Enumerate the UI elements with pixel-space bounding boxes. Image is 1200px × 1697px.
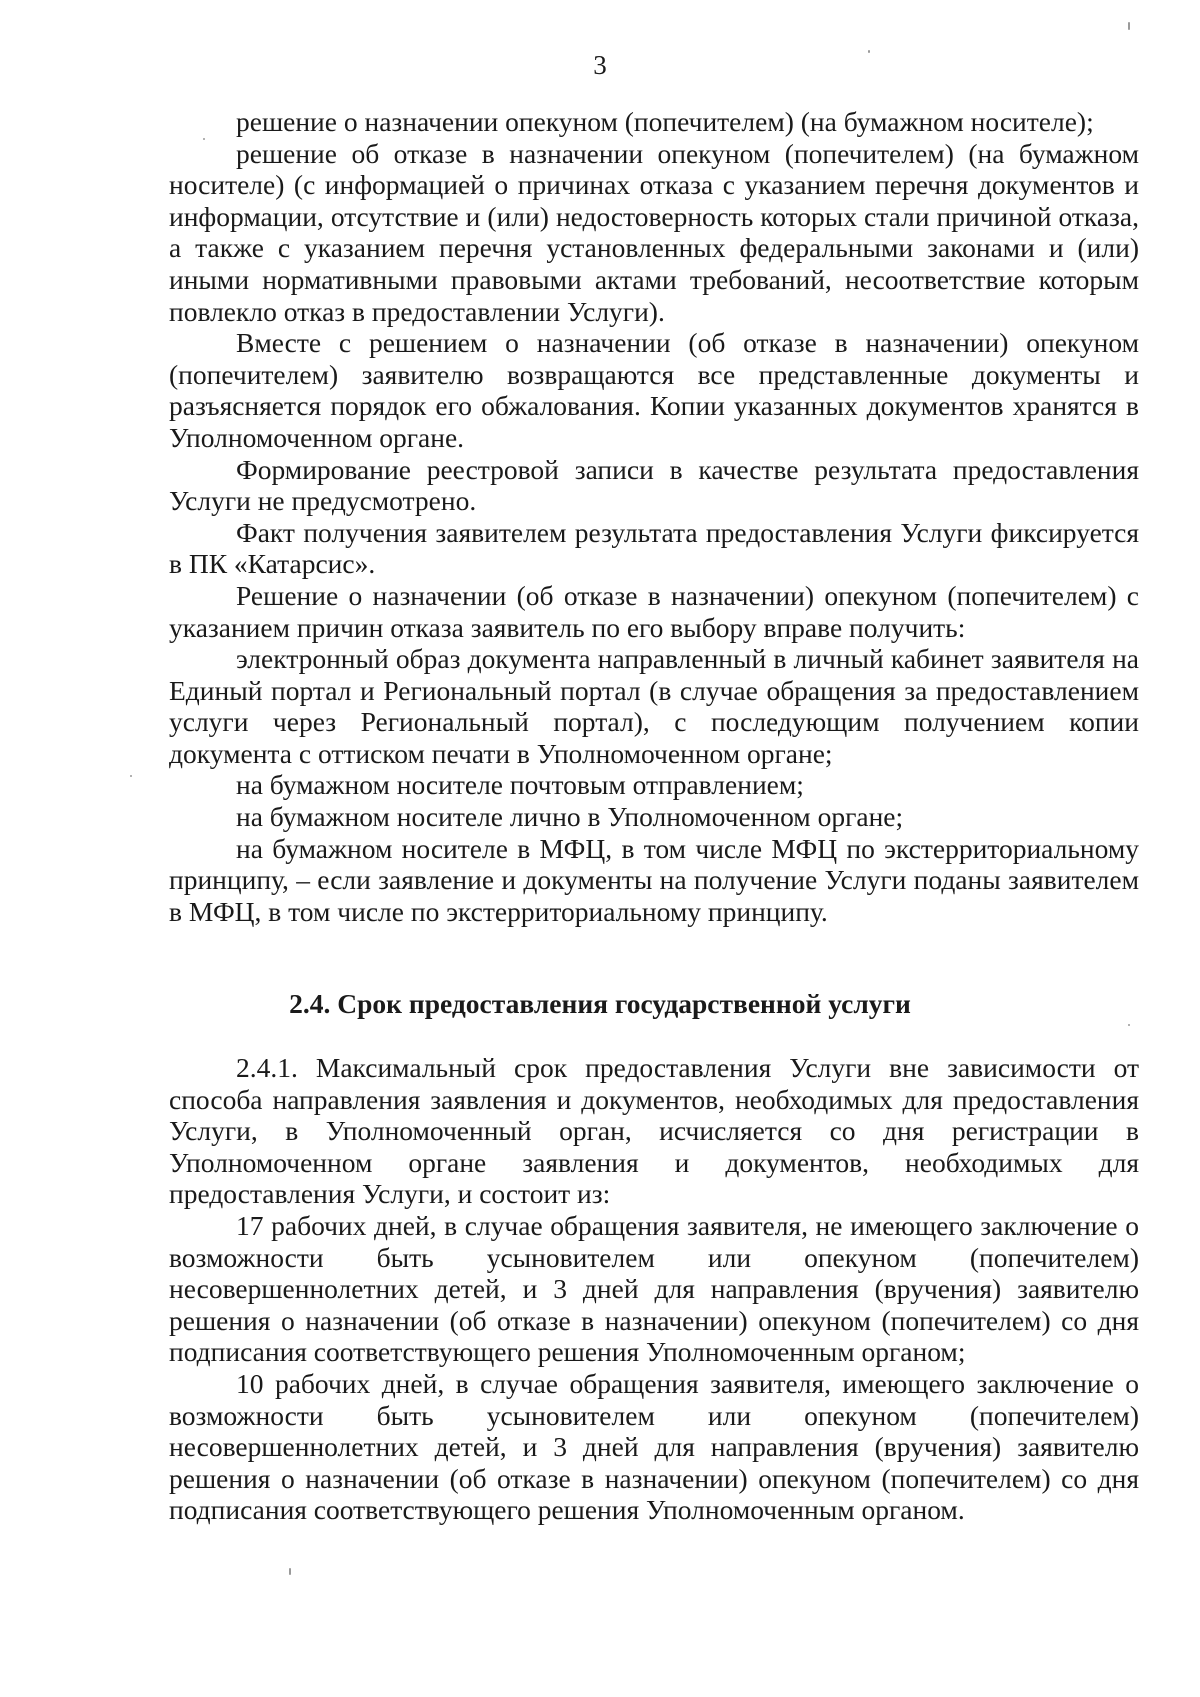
paragraph: решение о назначении опекуном (попечителем) (на бумажном носителе); [236,106,1094,137]
page-number: 3 [593,50,607,80]
paragraph: 17 рабочих дней, в случае обращения заявителя, не имеющего заключение о возможности быть усыновителем или опекуном (попечителем) несовершеннолетних детей, и 3 дней для направления (вручения) заявителю решения о назначении (об отказе в назначении) опекуном (попечителем) со дня подписания соответствующего решения Уполномоченным органом; [169,1209,1139,1368]
scan-speck [203,138,205,140]
paragraph: 10 рабочих дней, в случае обращения заявителя, имеющего заключение о возможности быть усыновителем или опекуном (попечителем) несовершеннолетних детей, и 3 дней для направления (вручения) заявителю решения о назначении (об отказе в назначении) опекуном (попечителем) со дня подписания соответствующего решения Уполномоченным органом. [169,1367,1139,1526]
scan-speck [868,50,870,53]
text-block-terms [169,1052,1139,1526]
scan-speck [1128,1024,1130,1026]
scan-speck [130,775,132,777]
section-heading: 2.4. Срок предоставления государственной услуги [289,988,911,1019]
paragraph: электронный образ документа направленный в личный кабинет заявителя на Единый портал и Региональный портал (в случае обращения за предоставлением услуги через Региональный портал), с последующим получением копии документа с оттиском печати в Уполномоченном органе; [169,643,1139,769]
paragraph: на бумажном носителе лично в Уполномоченном органе; [236,801,904,833]
paragraph: на бумажном носителе в МФЦ, в том числе МФЦ по экстерриториальному принципу, – если заявление и документы на получение Услуги поданы заявителем в МФЦ, в том числе по экстерриториальному принципу. [169,832,1139,927]
paragraph: Факт получения заявителем результата предоставления Услуги фиксируется в ПК «Катарсис». [169,516,1139,580]
paragraph: Формирование реестровой записи в качестве результата предоставления Услуги не предусмотрено. [169,453,1139,517]
scan-speck [1128,22,1130,30]
scan-speck [289,1568,291,1575]
paragraph: решение об отказе в назначении опекуном (попечителем) (на бумажном носителе) (с информацией о причинах отказа с указанием перечня документов и информации, отсутствие и (или) недостоверность которых стали причиной отказа, а также с указанием перечня установленных федеральными законами и (или) иными нормативными правовыми актами требований, несоответствие которым повлекло отказ в предоставлении Услуги). [169,137,1139,327]
paragraph: Решение о назначении (об отказе в назначении) опекуном (попечителем) с указанием причин отказа заявитель по его выбору вправе получить: [169,579,1139,643]
paragraph: Вместе с решением о назначении (об отказе в назначении) опекуном (попечителем) заявителю возвращаются все представленные документы и разъясняется порядок его обжалования. Копии указанных документов хранятся в Уполномоченном органе. [169,327,1139,453]
paragraph: 2.4.1. Максимальный срок предоставления Услуги вне зависимости от способа направления заявления и документов, необходимых для предоставления Услуги, в Уполномоченный орган, исчисляется со дня регистрации в Уполномоченном органе заявления и документов, необходимых для предоставления Услуги, и состоит из: [169,1052,1139,1210]
paragraph: на бумажном носителе почтовым отправлением; [236,769,804,801]
text-block-results [169,106,1139,927]
